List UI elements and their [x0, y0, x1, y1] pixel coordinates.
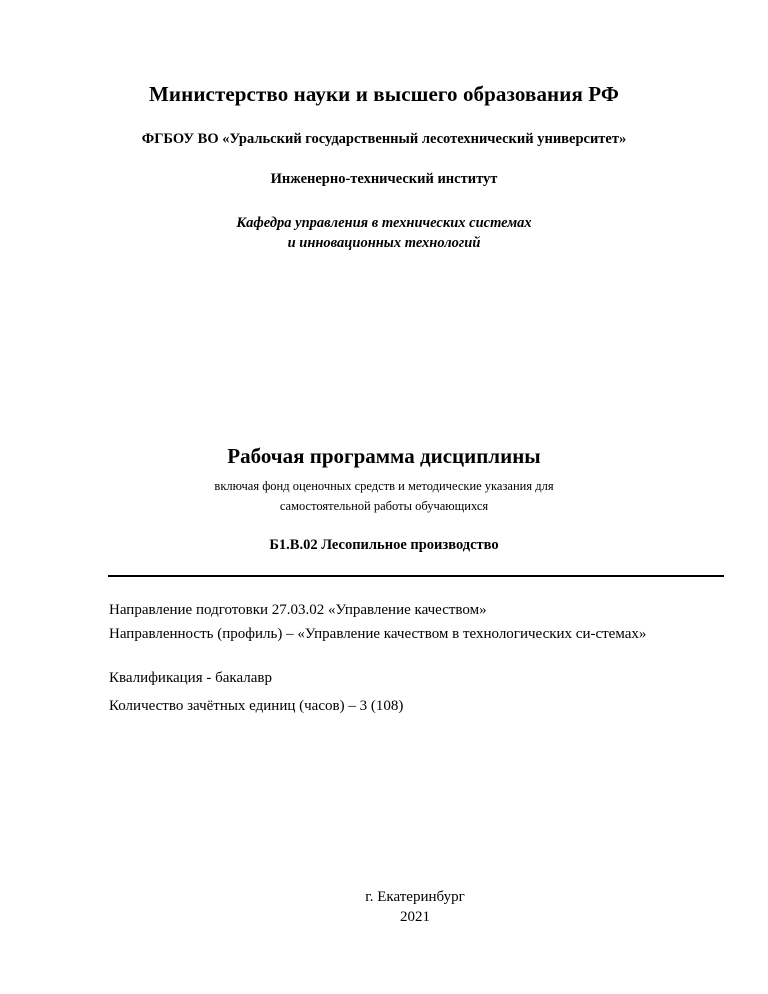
program-subtitle-line-1: включая фонд оценочных средств и методические указания для: [214, 479, 554, 493]
footer-place-year: [300, 887, 530, 927]
ministry-title: Министерство науки и высшего образования РФ: [149, 82, 619, 106]
department-name: [0, 213, 768, 253]
city-name: г. Екатеринбург: [365, 889, 465, 905]
program-subtitle: [0, 476, 768, 516]
direction-line: Направление подготовки 27.03.02 «Управление качеством»: [109, 602, 487, 618]
qualification-line: Квалификация - бакалавр: [109, 670, 272, 686]
program-subtitle-line-2: самостоятельной работы обучающихся: [279, 499, 489, 513]
horizontal-divider: [108, 575, 724, 577]
department-line-1: Кафедра управления в технических системах: [236, 215, 532, 231]
institute-name: Инженерно-технический институт: [270, 171, 498, 187]
department-line-2: и инновационных технологий: [287, 235, 481, 251]
discipline-code-name: Б1.В.02 Лесопильное производство: [269, 537, 499, 553]
university-name: ФГБОУ ВО «Уральский государственный лесотехнический университет»: [141, 131, 627, 147]
year: 2021: [400, 909, 430, 925]
credits-line: Количество зачётных единиц (часов) – 3 (108): [109, 698, 404, 714]
program-title: Рабочая программа дисциплины: [227, 444, 541, 468]
profile-line: Направленность (профиль) – «Управление качеством в технологических си-стемах»: [109, 626, 647, 642]
